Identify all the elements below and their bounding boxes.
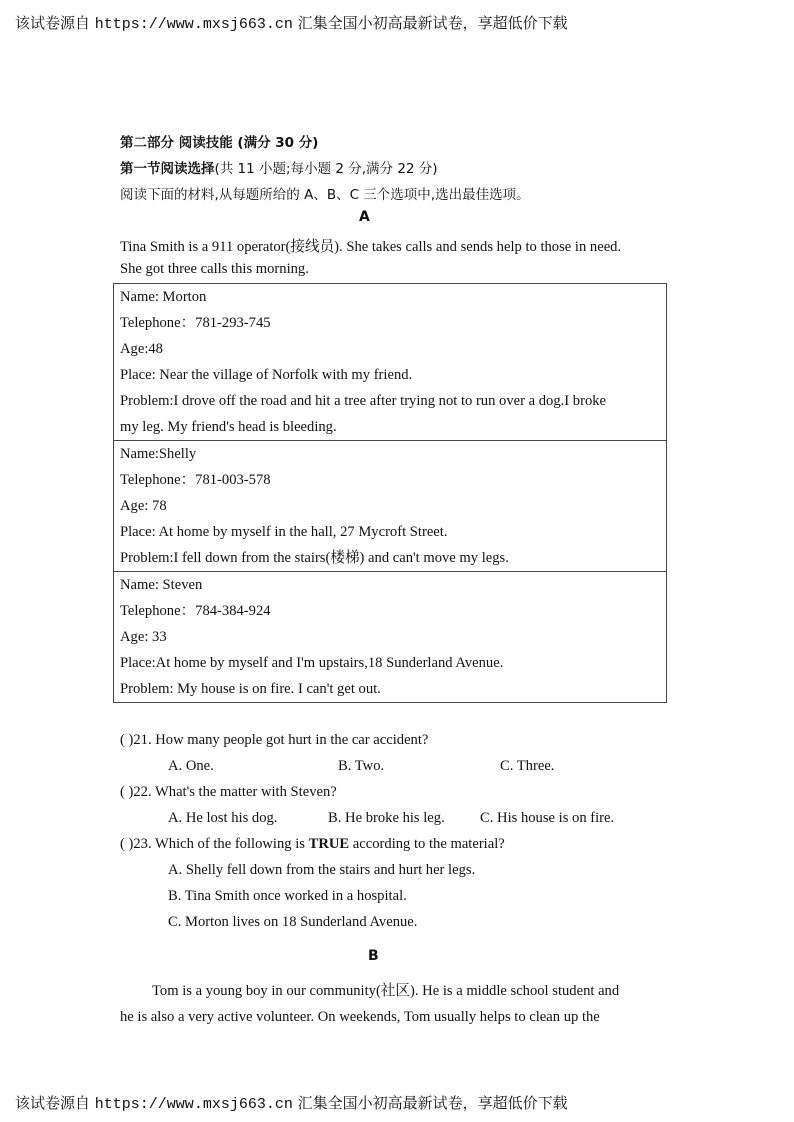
- footer-prefix: 该试卷源自: [15, 1094, 91, 1112]
- passage-a-intro-2: She got three calls this morning.: [120, 261, 309, 277]
- question-21-option-a[interactable]: A. One.: [168, 758, 214, 774]
- call-line: Telephone：781-003-578: [120, 472, 271, 488]
- call-line: Age: 33: [120, 629, 167, 645]
- call-line: Telephone：781-293-745: [120, 315, 271, 331]
- call-line: Place: Near the village of Norfolk with my friend.: [120, 367, 413, 383]
- header-prefix: 该试卷源自: [15, 14, 91, 32]
- question-23-stem-bold: TRUE: [308, 836, 350, 852]
- call-line: Place: At home by myself in the hall, 27 Mycroft Street.: [120, 524, 448, 540]
- question-23-stem-before: ( )23. Which of the following is: [120, 836, 309, 852]
- call-record-steven: [114, 572, 666, 702]
- footer-url[interactable]: https://www.mxsj663.cn: [94, 1096, 293, 1113]
- header-url[interactable]: https://www.mxsj663.cn: [94, 16, 293, 33]
- section-title: [120, 157, 438, 177]
- question-22: ( )22. What's the matter with Steven?: [120, 784, 337, 800]
- passage-b-text: [120, 978, 675, 1030]
- call-line: my leg. My friend's head is bleeding.: [120, 419, 337, 435]
- call-line: Problem:I drove off the road and hit a tree after trying not to run over a dog.I broke: [120, 393, 607, 409]
- footer-suffix: 汇集全国小初高最新试卷，享超低价下载: [297, 1094, 568, 1112]
- instruction: 阅读下面的材料,从每题所给的 A、B、C 三个选项中,选出最佳选项。: [120, 187, 530, 203]
- call-line: Name: Steven: [120, 577, 203, 593]
- passage-a-label: A: [359, 209, 370, 225]
- call-line: Age:48: [120, 341, 163, 357]
- call-line: Name: Morton: [120, 289, 207, 305]
- question-22-option-b[interactable]: B. He broke his leg.: [328, 810, 445, 826]
- passage-b-label: B: [368, 948, 379, 964]
- call-line: Problem: My house is on fire. I can't get out.: [120, 681, 381, 697]
- call-line: Name:Shelly: [120, 446, 197, 462]
- call-line: Problem:I fell down from the stairs(楼梯) and can't move my legs.: [120, 550, 509, 566]
- part-title: 第二部分 阅读技能 (满分 30 分): [120, 135, 319, 151]
- header-suffix: 汇集全国小初高最新试卷，享超低价下载: [297, 14, 568, 32]
- page-footer: [15, 1092, 568, 1113]
- section-title-bold: 第一节阅读选择: [120, 161, 215, 177]
- question-23-option-a[interactable]: A. Shelly fell down from the stairs and hurt her legs.: [168, 862, 476, 878]
- passage-b-line-2: he is also a very active volunteer. On weekends, Tom usually helps to clean up the: [120, 1009, 600, 1025]
- question-23-stem-after: according to the material?: [349, 836, 505, 852]
- calls-table: [113, 283, 667, 703]
- question-23-option-b[interactable]: B. Tina Smith once worked in a hospital.: [168, 888, 407, 904]
- passage-b-line-1: Tom is a young boy in our community(社区). He is a middle school student and: [152, 983, 620, 999]
- question-23: [120, 836, 505, 853]
- call-record-morton: [114, 284, 666, 441]
- call-line: Age: 78: [120, 498, 167, 514]
- question-22-option-c[interactable]: C. His house is on fire.: [480, 810, 615, 826]
- question-21: ( )21. How many people got hurt in the car accident?: [120, 732, 429, 748]
- question-21-option-b[interactable]: B. Two.: [338, 758, 385, 774]
- call-line: Telephone：784-384-924: [120, 603, 271, 619]
- passage-a-intro-1: Tina Smith is a 911 operator(接线员). She takes calls and sends help to those in need.: [120, 239, 622, 255]
- call-record-shelly: [114, 441, 666, 572]
- question-22-option-a[interactable]: A. He lost his dog.: [168, 810, 278, 826]
- page-header: [15, 12, 568, 33]
- question-23-option-c[interactable]: C. Morton lives on 18 Sunderland Avenue.: [168, 914, 418, 930]
- section-title-rest: (共 11 小题;每小题 2 分,满分 22 分): [214, 161, 438, 177]
- question-21-option-c[interactable]: C. Three.: [500, 758, 555, 774]
- call-line: Place:At home by myself and I'm upstairs,18 Sunderland Avenue.: [120, 655, 504, 671]
